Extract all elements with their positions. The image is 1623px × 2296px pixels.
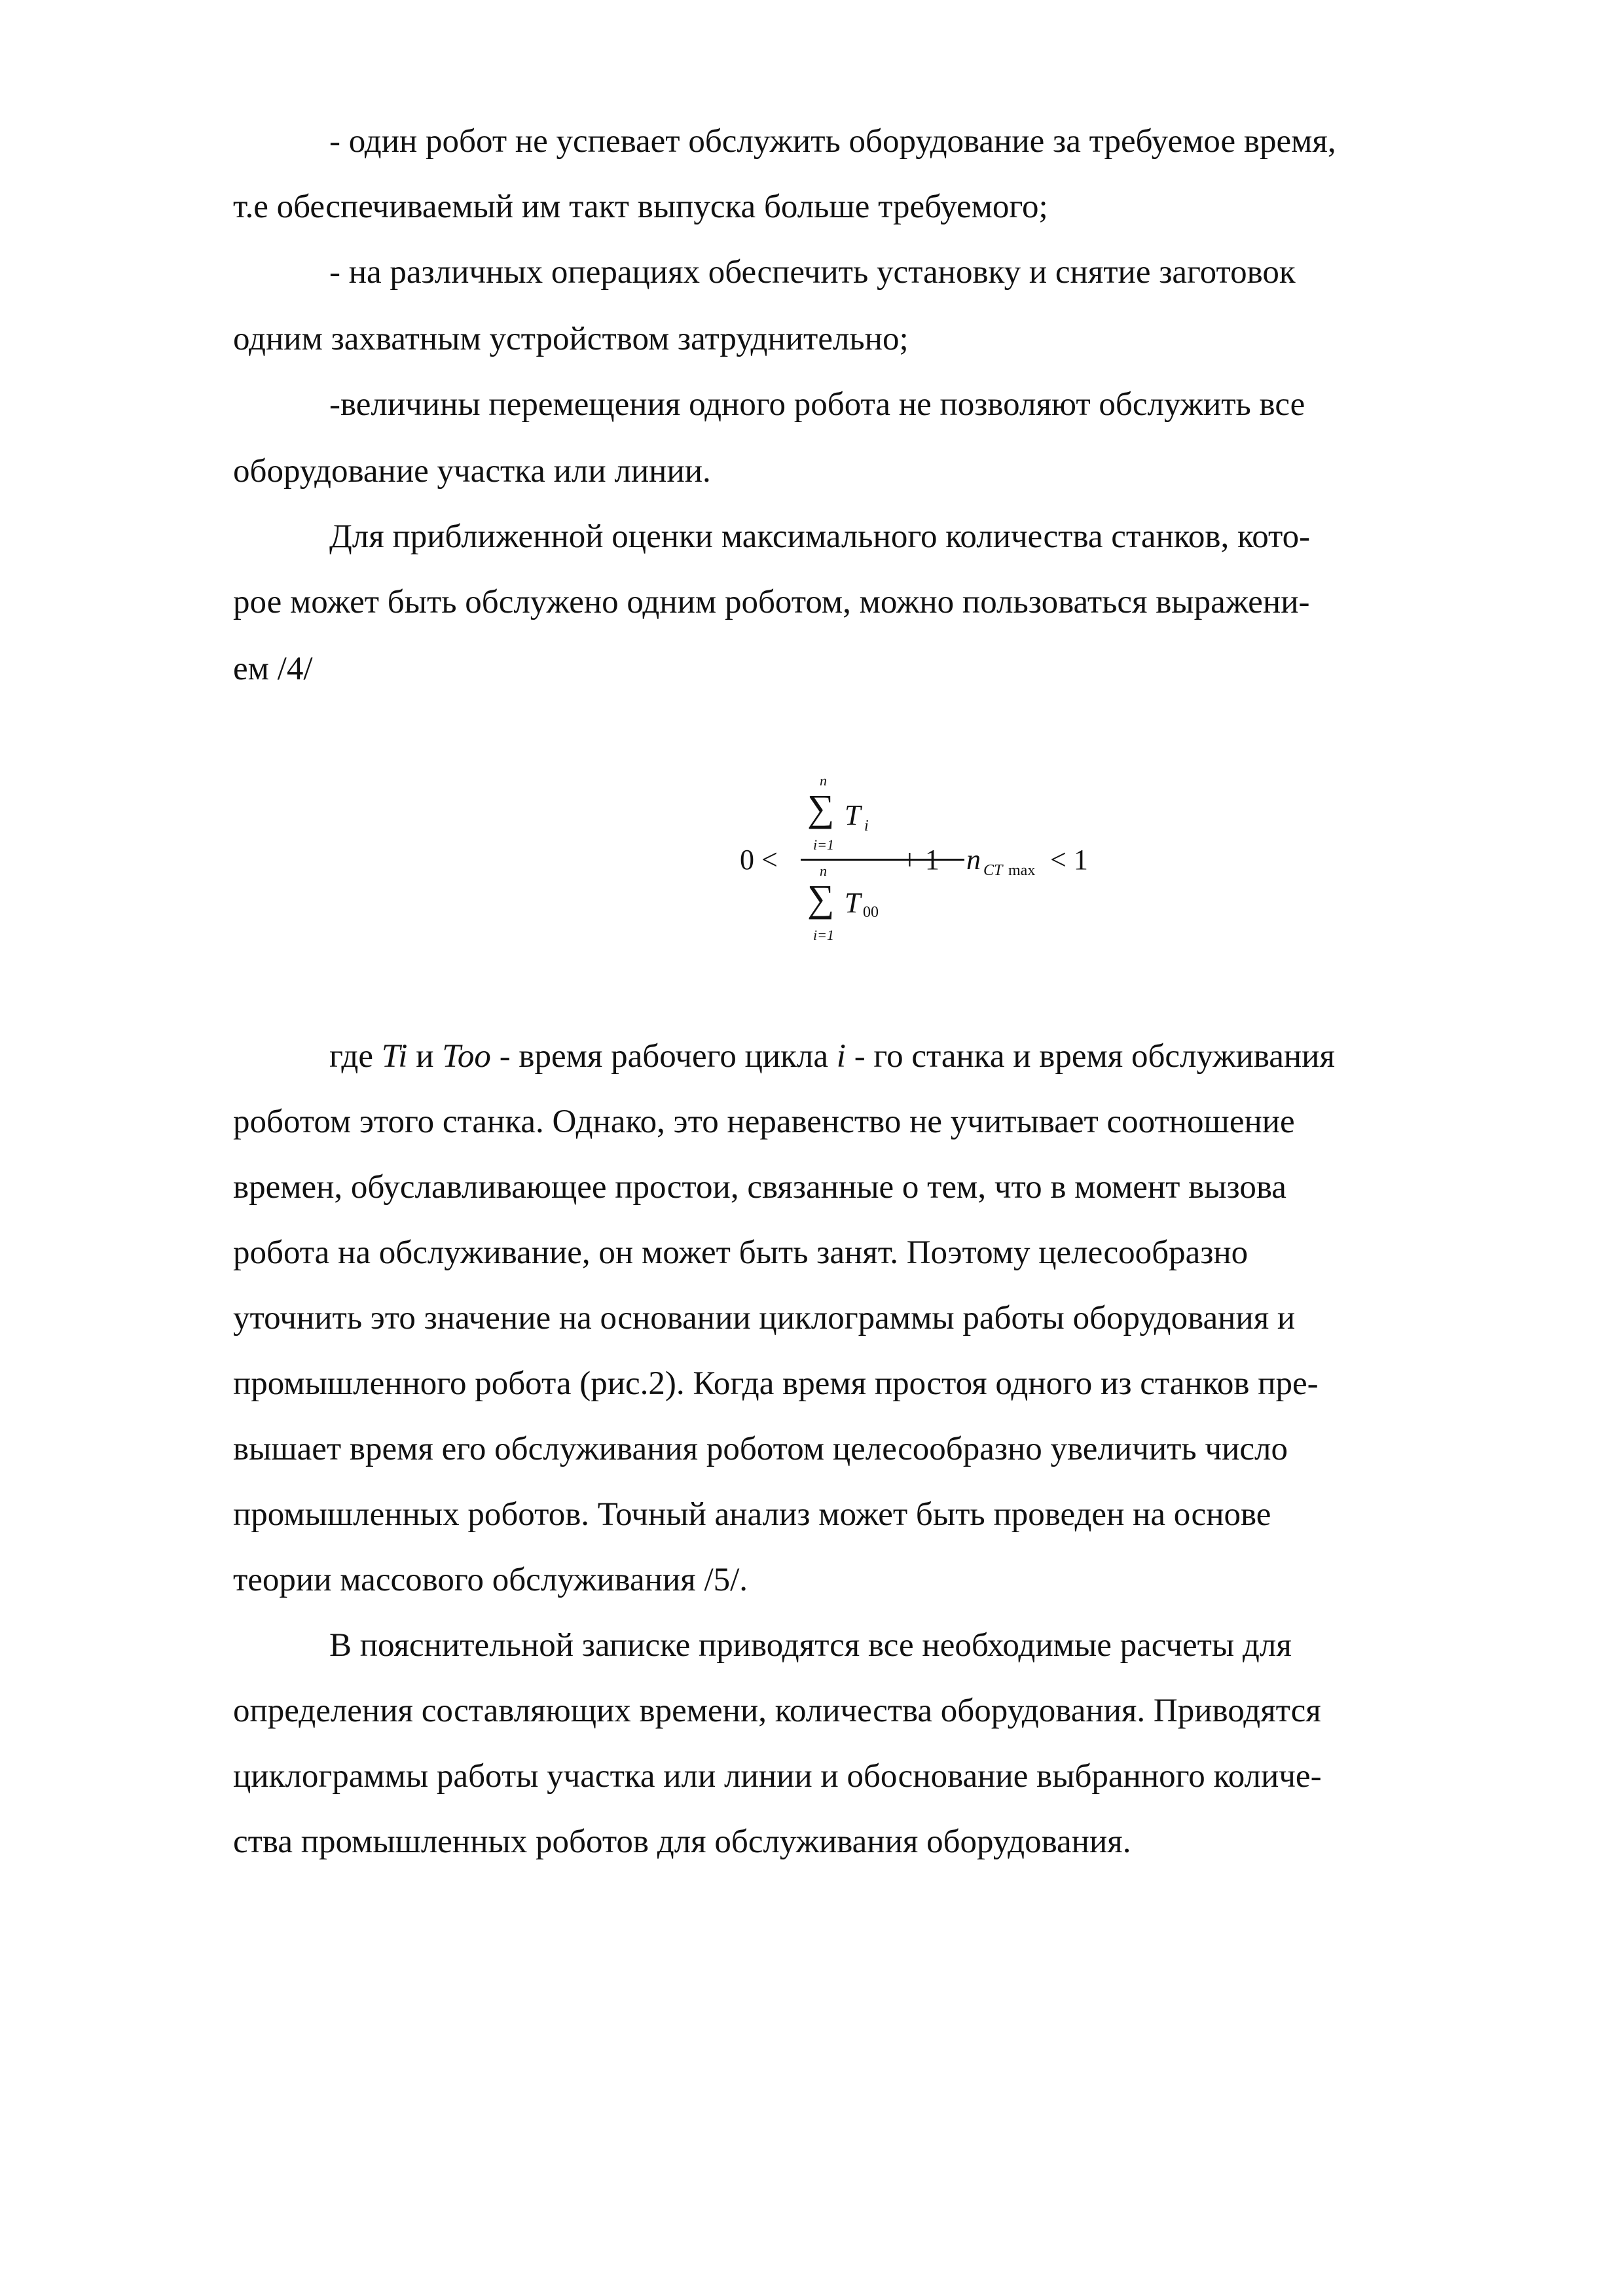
- paragraph-5-line-8: промышленных роботов. Точный анализ может быть проведен на основе: [233, 1496, 1271, 1533]
- formula-n-subscript-max: max: [1008, 862, 1036, 879]
- paragraph-5-line-2: роботом этого станка. Однако, это неравенство не учитывает соотношение: [233, 1103, 1295, 1140]
- formula-less-than-one: < 1: [1050, 844, 1088, 876]
- formula-denominator-T: T: [845, 887, 861, 919]
- formula-n-subscript: CT: [983, 862, 1003, 879]
- paragraph-3-line-1: -величины перемещения одного робота не позволяют обслужить все: [329, 386, 1305, 423]
- formula-denominator-lower-limit: i=1: [813, 927, 834, 943]
- variable-i: i: [836, 1038, 846, 1075]
- paragraph-4-line-2: рое может быть обслужено одним роботом, можно пользоваться выражени-: [233, 584, 1310, 620]
- formula-denominator-upper-limit: n: [820, 863, 827, 879]
- paragraph-6-line-1: В пояснительной записке приводятся все необходимые расчеты для: [329, 1627, 1292, 1664]
- paragraph-5-line-5: уточнить это значение на основании циклограммы работы оборудования и: [233, 1300, 1296, 1336]
- paragraph-5-text-b: и: [407, 1038, 443, 1075]
- formula-numerator-subscript: i: [864, 817, 869, 834]
- paragraph-5-text-c: - время рабочего цикла: [490, 1038, 837, 1075]
- formula-numerator-lower-limit: i=1: [813, 836, 834, 853]
- paragraph-3-line-2: оборудование участка или линии.: [233, 453, 711, 490]
- paragraph-6-line-2: определения составляющих времени, количества оборудования. Приводятся: [233, 1693, 1321, 1729]
- paragraph-5-line-7: вышает время его обслуживания роботом целесообразно увеличить число: [233, 1431, 1288, 1467]
- paragraph-6-line-3: циклограммы работы участка или линии и обоснование выбранного количе-: [233, 1758, 1322, 1795]
- paragraph-6-line-4: ства промышленных роботов для обслуживания оборудования.: [233, 1823, 1131, 1860]
- formula-numerator-upper-limit: n: [820, 772, 827, 789]
- formula-n-variable: n: [966, 844, 981, 876]
- paragraph-5-line-4: робота на обслуживание, он может быть занят. Поэтому целесообразно: [233, 1234, 1249, 1271]
- paragraph-4-line-3: ем /4/: [233, 651, 313, 687]
- paragraph-5-line-9: теории массового обслуживания /5/.: [233, 1562, 748, 1598]
- paragraph-5-text-d: - го станка и время обслуживания: [845, 1038, 1335, 1075]
- formula-plus-one-minus: + 1 −: [902, 844, 963, 876]
- variable-ti: Ti: [381, 1038, 408, 1075]
- paragraph-1-line-2: т.е обеспечиваемый им такт выпуска больше требуемого;: [233, 188, 1048, 225]
- formula-denominator-sigma: ∑: [807, 877, 835, 920]
- variable-too: Too: [442, 1038, 491, 1075]
- paragraph-4-line-1: Для приближенной оценки максимального количества станков, кото-: [329, 518, 1311, 555]
- paragraph-5-text-a: где: [329, 1038, 382, 1075]
- paragraph-2-line-2: одним захватным устройством затруднительно;: [233, 321, 909, 357]
- formula: [740, 766, 1106, 962]
- formula-denominator-subscript: 00: [863, 904, 879, 921]
- paragraph-1-line-1: - один робот не успевает обслужить оборудование за требуемое время,: [329, 123, 1336, 160]
- formula-numerator-T: T: [845, 799, 861, 831]
- paragraph-2-line-1: - на различных операциях обеспечить установку и снятие заготовок: [329, 254, 1296, 291]
- paragraph-5-line-1: [329, 1037, 1335, 1076]
- paragraph-5-line-3: времен, обуславливающее простои, связанные о тем, что в момент вызова: [233, 1169, 1286, 1206]
- formula-numerator-sigma: ∑: [807, 787, 835, 829]
- formula-zero-less-than: 0 <: [740, 844, 778, 876]
- paragraph-5-line-6: промышленного робота (рис.2). Когда время простоя одного из станков пре-: [233, 1365, 1319, 1402]
